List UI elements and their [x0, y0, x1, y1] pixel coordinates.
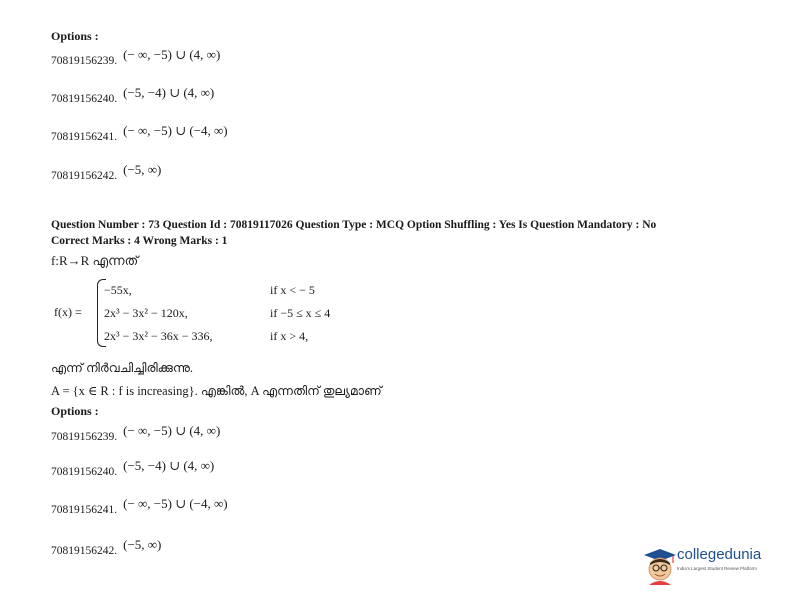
option-id: 70819156240. [51, 93, 118, 105]
option-id: 70819156239. [51, 431, 118, 443]
options-label-top: Options : [51, 29, 99, 43]
function-mapping: f:R→R എന്നത് [51, 253, 139, 268]
option-math: (− ∞, −5) ∪ (4, ∞) [123, 423, 221, 438]
option-3-bottom [51, 496, 228, 517]
option-1-bottom [51, 423, 221, 444]
defined-line: എന്ന് നിർവചിച്ചിരിക്കുന്നു. [51, 361, 194, 375]
option-3-top [51, 123, 228, 144]
option-math: (−5, ∞) [123, 537, 162, 552]
option-math: (−5, −4) ∪ (4, ∞) [123, 85, 215, 100]
option-2-bottom [51, 458, 215, 479]
option-math: (−5, ∞) [123, 162, 162, 177]
piece-3-expr: 2x³ − 3x² − 36x − 336, [104, 329, 213, 343]
option-id: 70819156242. [51, 170, 118, 182]
question-meta-line2: Correct Marks : 4 Wrong Marks : 1 [51, 235, 228, 247]
option-1-top [51, 47, 221, 68]
piece-3-cond: if x > 4, [270, 329, 309, 343]
option-id: 70819156242. [51, 545, 118, 557]
logo-wordmark: collegedunia [677, 546, 762, 563]
option-math: (−5, −4) ∪ (4, ∞) [123, 458, 215, 473]
option-4-bottom [51, 537, 162, 558]
options-label-bottom: Options : [51, 404, 99, 418]
fx-label: f(x) = [54, 305, 82, 319]
option-math: (− ∞, −5) ∪ (−4, ∞) [123, 496, 228, 511]
option-math: (− ∞, −5) ∪ (4, ∞) [123, 47, 221, 62]
option-2-top [51, 85, 215, 106]
option-id: 70819156239. [51, 55, 118, 67]
option-math: (− ∞, −5) ∪ (−4, ∞) [123, 123, 228, 138]
set-definition-line: A = {x ∈ R : f is increasing}. എങ്കിൽ, A എന്നതിന് തുല്യമാണ് [51, 384, 382, 398]
option-id: 70819156240. [51, 466, 118, 478]
question-meta-line1: Question Number : 73 Question Id : 70819117026 Question Type : MCQ Option Shuffling : Yes Is Question Mandatory : No [51, 219, 657, 231]
piece-1-expr: −55x, [104, 283, 132, 297]
piece-2-expr: 2x³ − 3x² − 120x, [104, 306, 188, 320]
piece-2-cond: if −5 ≤ x ≤ 4 [270, 306, 331, 320]
option-4-top [51, 162, 162, 183]
logo-tagline: India's Largest Student Review Platform [677, 566, 757, 571]
piece-1-cond: if x < − 5 [270, 283, 315, 297]
option-id: 70819156241. [51, 131, 118, 143]
option-id: 70819156241. [51, 504, 118, 516]
